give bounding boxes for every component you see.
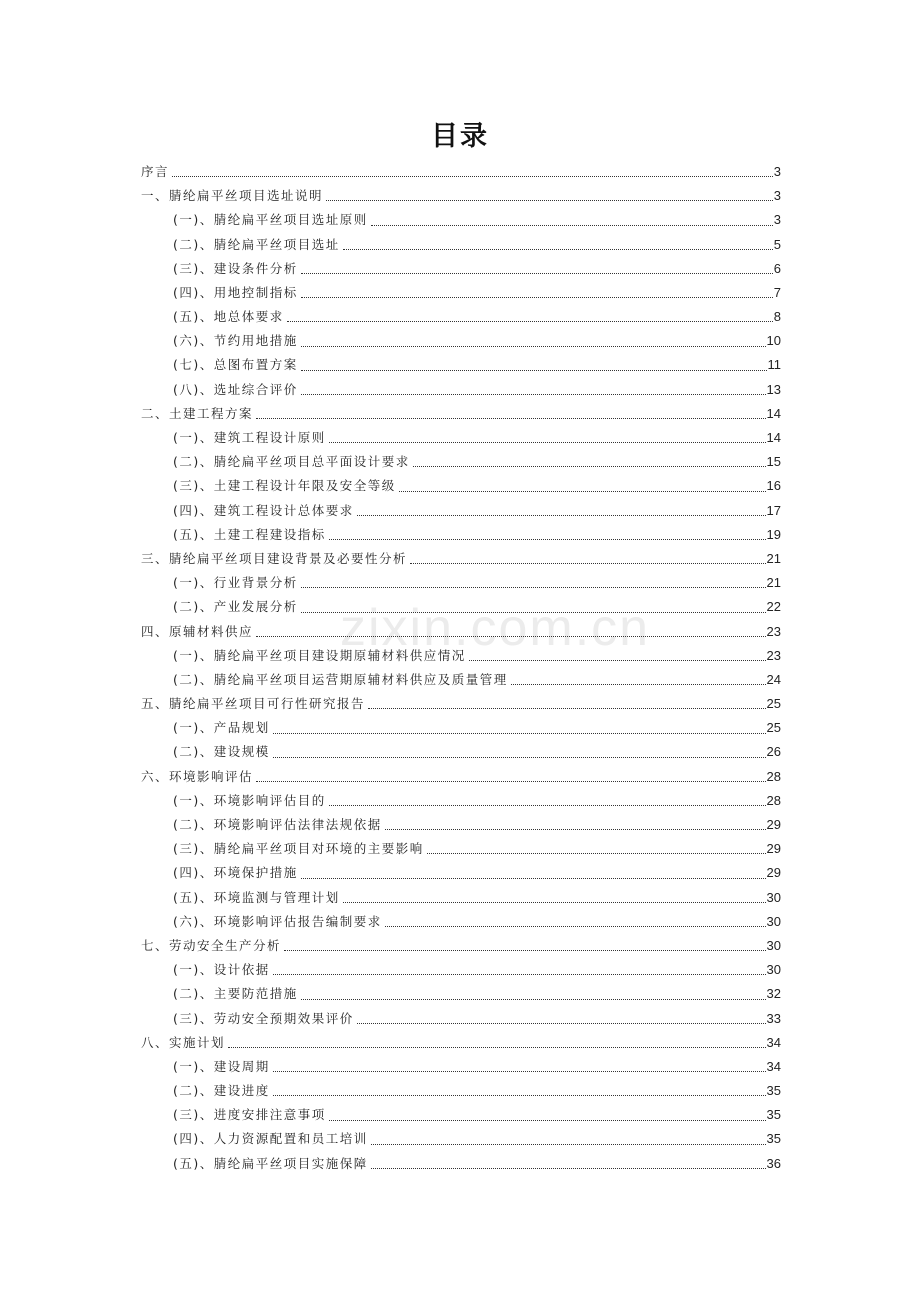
dot-leader [371, 1144, 766, 1145]
toc-entry-title: (二)、建设进度 [173, 1083, 270, 1099]
toc-subsection-entry[interactable] [141, 595, 781, 619]
dot-leader [301, 346, 766, 347]
toc-subsection-entry[interactable] [141, 861, 781, 885]
dot-leader [329, 442, 766, 443]
dot-leader [385, 926, 766, 927]
toc-entry-title: (六)、环境影响评估报告编制要求 [173, 913, 382, 929]
toc-entry-title: 五、腈纶扁平丝项目可行性研究报告 [141, 696, 366, 712]
toc-entry-title: 二、土建工程方案 [141, 405, 254, 421]
toc-page-number: 7 [773, 284, 781, 300]
toc-title: 目录 [431, 121, 489, 152]
dot-leader [284, 950, 766, 951]
toc-entry-title: (四)、环境保护措施 [173, 865, 298, 881]
toc-page-number: 3 [773, 163, 781, 179]
toc-page-number: 30 [766, 937, 781, 953]
toc-entry-title: (二)、腈纶扁平丝项目总平面设计要求 [173, 454, 410, 470]
toc-subsection-entry[interactable] [141, 281, 781, 305]
toc-section-entry[interactable] [141, 620, 781, 644]
dot-leader [228, 1047, 766, 1048]
toc-page-number: 29 [766, 817, 781, 833]
toc-page-number: 22 [766, 599, 781, 615]
toc-section-entry[interactable] [141, 1031, 781, 1055]
toc-page-number: 15 [766, 454, 781, 470]
toc-subsection-entry[interactable] [141, 789, 781, 813]
toc-subsection-entry[interactable] [141, 499, 781, 523]
dot-leader [427, 853, 766, 854]
toc-subsection-entry[interactable] [141, 474, 781, 498]
toc-subsection-entry[interactable] [141, 1079, 781, 1103]
toc-page-number: 26 [766, 744, 781, 760]
toc-page-number: 3 [773, 212, 781, 228]
dot-leader [172, 176, 773, 177]
dot-leader [410, 563, 766, 564]
toc-entry-title: 四、原辅材料供应 [141, 623, 254, 639]
dot-leader [287, 321, 773, 322]
toc-section-entry[interactable] [141, 402, 781, 426]
toc-page-number: 34 [766, 1058, 781, 1074]
dot-leader [357, 1023, 766, 1024]
toc-entry-title: 七、劳动安全生产分析 [141, 937, 282, 953]
dot-leader [273, 1095, 766, 1096]
toc-subsection-entry[interactable] [141, 305, 781, 329]
toc-page-number: 30 [766, 889, 781, 905]
dot-leader [329, 1120, 766, 1121]
toc-page-number: 14 [766, 405, 781, 421]
toc-subsection-entry[interactable] [141, 1103, 781, 1127]
dot-leader [273, 757, 766, 758]
dot-leader [256, 636, 766, 637]
toc-subsection-entry[interactable] [141, 958, 781, 982]
toc-entry-title: (三)、劳动安全预期效果评价 [173, 1010, 354, 1026]
dot-leader [368, 708, 766, 709]
toc-page-number: 29 [766, 865, 781, 881]
toc-entry-title: (二)、产业发展分析 [173, 599, 298, 615]
toc-entry-title: (八)、选址综合评价 [173, 381, 298, 397]
toc-entry-title: (一)、建筑工程设计原则 [173, 430, 326, 446]
dot-leader [273, 733, 766, 734]
dot-leader [371, 1168, 766, 1169]
toc-entry-title: 一、腈纶扁平丝项目选址说明 [141, 188, 324, 204]
toc-section-entry[interactable] [141, 934, 781, 958]
toc-entry-title: (三)、土建工程设计年限及安全等级 [173, 478, 396, 494]
toc-entry-title: 六、环境影响评估 [141, 768, 254, 784]
toc-page-number: 23 [766, 623, 781, 639]
toc-entry-title: (三)、腈纶扁平丝项目对环境的主要影响 [173, 841, 424, 857]
toc-entry-title: (二)、建设规模 [173, 744, 270, 760]
toc-entry-title: 八、实施计划 [141, 1034, 226, 1050]
toc-entry-title: (一)、腈纶扁平丝项目选址原则 [173, 212, 368, 228]
toc-page-number: 21 [766, 550, 781, 566]
watermark: zixin.com.cn [340, 599, 651, 657]
toc-entry-title: (四)、建筑工程设计总体要求 [173, 502, 354, 518]
toc-entry-title: (五)、土建工程建设指标 [173, 526, 326, 542]
dot-leader [301, 394, 766, 395]
toc-subsection-entry[interactable] [141, 644, 781, 668]
toc-subsection-entry[interactable] [141, 208, 781, 232]
toc-entry-title: (一)、建设周期 [173, 1058, 270, 1074]
toc-section-entry[interactable] [141, 160, 781, 184]
dot-leader [301, 273, 773, 274]
dot-leader [371, 225, 773, 226]
toc-page-number: 21 [766, 575, 781, 591]
toc-entry-title: (二)、腈纶扁平丝项目运营期原辅材料供应及质量管理 [173, 671, 508, 687]
toc-subsection-entry[interactable] [141, 233, 781, 257]
toc-page-number: 30 [766, 913, 781, 929]
toc-entry-title: (一)、行业背景分析 [173, 575, 298, 591]
toc-subsection-entry[interactable] [141, 257, 781, 281]
toc-page-number: 30 [766, 962, 781, 978]
toc-page-number: 24 [766, 671, 781, 687]
toc-page-number: 34 [766, 1034, 781, 1050]
toc-entry-title: (一)、设计依据 [173, 962, 270, 978]
toc-subsection-entry[interactable] [141, 523, 781, 547]
dot-leader [301, 999, 766, 1000]
toc-entry-title: 三、腈纶扁平丝项目建设背景及必要性分析 [141, 550, 408, 566]
toc-page-number: 29 [766, 841, 781, 857]
toc-subsection-entry[interactable] [141, 813, 781, 837]
toc-page-number: 28 [766, 792, 781, 808]
toc-subsection-entry[interactable] [141, 450, 781, 474]
toc-subsection-entry[interactable] [141, 426, 781, 450]
dot-leader [343, 249, 773, 250]
dot-leader [256, 418, 766, 419]
toc-entry-title: (二)、环境影响评估法律法规依据 [173, 817, 382, 833]
toc-entry-title: (四)、人力资源配置和员工培训 [173, 1131, 368, 1147]
toc-subsection-entry[interactable] [141, 1152, 781, 1176]
table-of-contents [141, 160, 781, 1176]
dot-leader [329, 805, 766, 806]
toc-page-number: 3 [773, 188, 781, 204]
dot-leader [385, 829, 766, 830]
toc-subsection-entry[interactable] [141, 982, 781, 1006]
toc-entry-title: (五)、环境监测与管理计划 [173, 889, 340, 905]
toc-page-number: 6 [773, 260, 781, 276]
toc-page-number: 28 [766, 768, 781, 784]
toc-page-number: 36 [766, 1155, 781, 1171]
dot-leader [399, 491, 766, 492]
toc-entry-title: (五)、地总体要求 [173, 309, 284, 325]
toc-page-number: 8 [773, 309, 781, 325]
toc-page-number: 25 [766, 696, 781, 712]
toc-page-number: 16 [766, 478, 781, 494]
toc-subsection-entry[interactable] [141, 354, 781, 378]
dot-leader [256, 781, 766, 782]
toc-page-number: 23 [766, 647, 781, 663]
toc-entry-title: (一)、环境影响评估目的 [173, 792, 326, 808]
toc-subsection-entry[interactable] [141, 571, 781, 595]
dot-leader [511, 684, 766, 685]
toc-page-number: 25 [766, 720, 781, 736]
toc-subsection-entry[interactable] [141, 1007, 781, 1031]
toc-entry-title: 序言 [141, 163, 170, 179]
toc-page-number: 35 [766, 1083, 781, 1099]
dot-leader [273, 974, 766, 975]
toc-subsection-entry[interactable] [141, 378, 781, 402]
dot-leader [301, 297, 773, 298]
toc-page-number: 11 [767, 357, 781, 373]
dot-leader [301, 612, 766, 613]
dot-leader [343, 902, 766, 903]
toc-subsection-entry[interactable] [141, 886, 781, 910]
toc-subsection-entry[interactable] [141, 716, 781, 740]
toc-page-number: 17 [766, 502, 781, 518]
toc-section-entry[interactable] [141, 547, 781, 571]
toc-page-number: 10 [766, 333, 781, 349]
toc-subsection-entry[interactable] [141, 1128, 781, 1152]
toc-subsection-entry[interactable] [141, 910, 781, 934]
toc-subsection-entry[interactable] [141, 1055, 781, 1079]
toc-page-number: 35 [766, 1131, 781, 1147]
toc-entry-title: (二)、腈纶扁平丝项目选址 [173, 236, 340, 252]
toc-entry-title: (一)、产品规划 [173, 720, 270, 736]
toc-page-number: 32 [766, 986, 781, 1002]
dot-leader [469, 660, 766, 661]
toc-entry-title: (五)、腈纶扁平丝项目实施保障 [173, 1155, 368, 1171]
dot-leader [357, 515, 766, 516]
toc-entry-title: (三)、建设条件分析 [173, 260, 298, 276]
toc-page-number: 14 [766, 430, 781, 446]
toc-page-number: 33 [766, 1010, 781, 1026]
toc-page-number: 5 [773, 236, 781, 252]
toc-entry-title: (六)、节约用地措施 [173, 333, 298, 349]
toc-entry-title: (四)、用地控制指标 [173, 284, 298, 300]
toc-section-entry[interactable] [141, 692, 781, 716]
dot-leader [301, 878, 766, 879]
toc-entry-title: (三)、进度安排注意事项 [173, 1107, 326, 1123]
dot-leader [326, 200, 773, 201]
dot-leader [301, 370, 767, 371]
toc-entry-title: (二)、主要防范措施 [173, 986, 298, 1002]
dot-leader [273, 1071, 766, 1072]
toc-subsection-entry[interactable] [141, 741, 781, 765]
toc-page-number: 35 [766, 1107, 781, 1123]
toc-page-number: 13 [766, 381, 781, 397]
toc-page-number: 19 [766, 526, 781, 542]
dot-leader [413, 466, 766, 467]
dot-leader [329, 539, 766, 540]
toc-section-entry[interactable] [141, 184, 781, 208]
toc-subsection-entry[interactable] [141, 329, 781, 353]
toc-subsection-entry[interactable] [141, 837, 781, 861]
toc-entry-title: (一)、腈纶扁平丝项目建设期原辅材料供应情况 [173, 647, 466, 663]
toc-section-entry[interactable] [141, 765, 781, 789]
toc-subsection-entry[interactable] [141, 668, 781, 692]
dot-leader [301, 587, 766, 588]
toc-entry-title: (七)、总图布置方案 [173, 357, 298, 373]
